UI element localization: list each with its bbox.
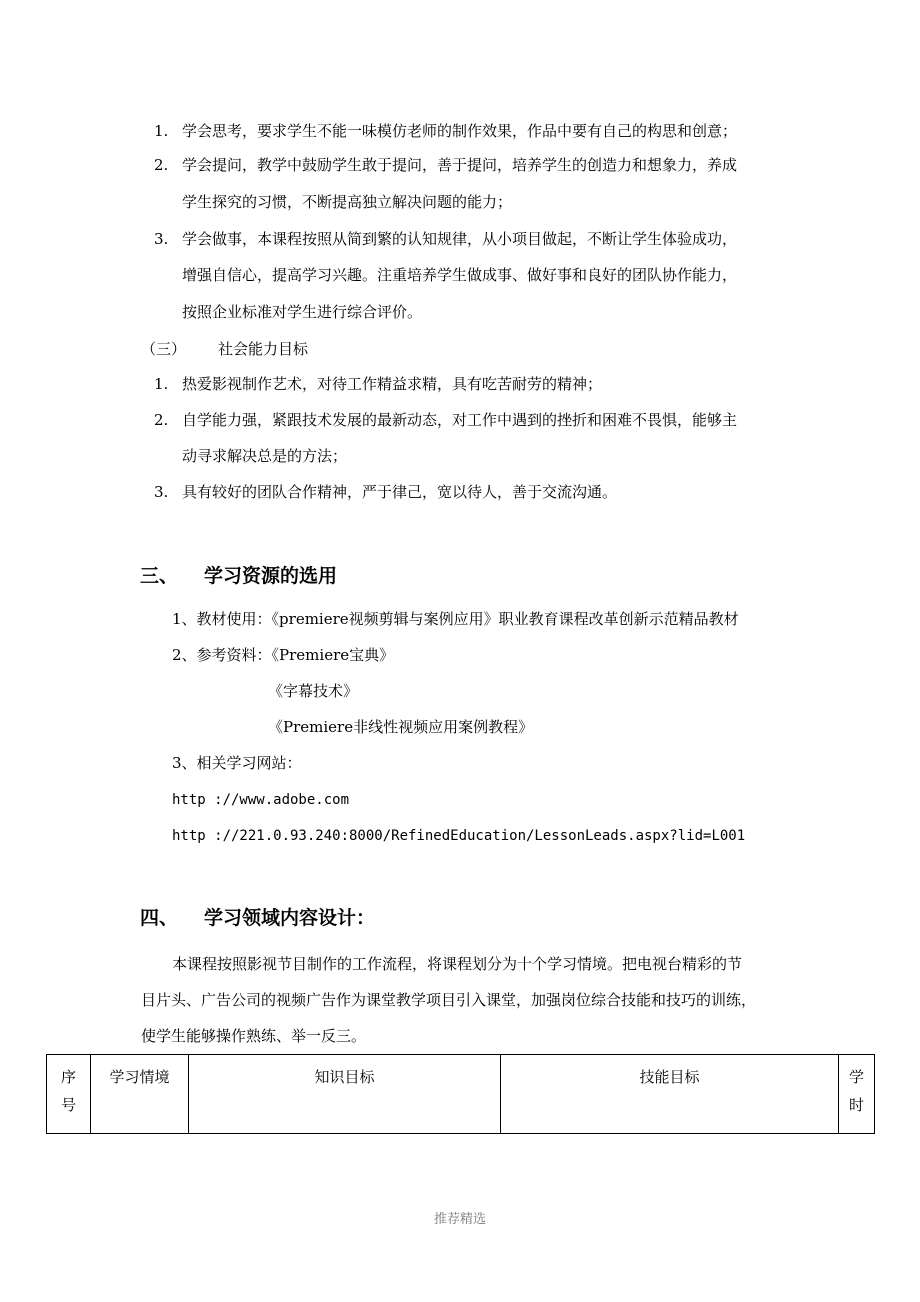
social-goals-title: 社会能力目标 xyxy=(218,340,309,358)
social-item-2-text-line1: 自学能力强，紧跟技术发展的最新动态，对工作中遇到的挫折和困难不畏惧，能够主 xyxy=(182,411,738,429)
social-item-3-num: 3. xyxy=(154,483,169,501)
section3-number: 三、 xyxy=(140,565,179,587)
social-item-2-text-line2: 动寻求解决总是的方法； xyxy=(182,447,348,465)
header-skill-goals: 技能目标 xyxy=(501,1055,839,1134)
skill-item-2-text-line2: 学生探究的习惯，不断提高独立解决问题的能力； xyxy=(182,193,513,211)
skill-item-2-text-line1: 学会提问，教学中鼓励学生敢于提问，善于提问，培养学生的创造力和想象力，养成 xyxy=(182,156,738,174)
social-goals-number: （三） xyxy=(141,340,187,358)
header-hours-line1: 学 xyxy=(848,1068,864,1086)
social-item-3-text: 具有较好的团队合作精神，严于律己，宽以待人，善于交流沟通。 xyxy=(182,483,618,501)
skill-item-2-num: 2. xyxy=(154,156,169,174)
skill-item-3-text-line1: 学会做事，本课程按照从简到繁的认知规律，从小项目做起，不断让学生体验成功， xyxy=(182,230,738,248)
header-seq xyxy=(47,1055,91,1134)
skill-item-1-num: 1. xyxy=(154,122,169,140)
social-item-1-num: 1. xyxy=(154,375,169,393)
social-item-1-text: 热爱影视制作艺术，对待工作精益求精，具有吃苦耐劳的精神； xyxy=(182,375,603,393)
header-hours-line2: 时 xyxy=(848,1096,864,1114)
reference-3: 《Premiere非线性视频应用案例教程》 xyxy=(268,718,534,736)
page-footer: 推荐精选 xyxy=(433,1212,486,1227)
textbook-line: 1、教材使用：《premiere视频剪辑与案例应用》职业教育课程改革创新示范精品教材 xyxy=(172,610,739,628)
section4-title: 学习领域内容设计： xyxy=(204,907,376,929)
reference-2: 《字幕技术》 xyxy=(268,682,359,700)
social-item-2-num: 2. xyxy=(154,411,169,429)
header-hours xyxy=(839,1055,875,1134)
section4-paragraph-line2: 目片头、广告公司的视频广告作为课堂教学项目引入课堂，加强岗位综合技能和技巧的训练， xyxy=(141,991,757,1009)
header-learning-context: 学习情境 xyxy=(91,1055,189,1134)
websites-label: 3、相关学习网站： xyxy=(172,754,302,772)
header-knowledge-goals: 知识目标 xyxy=(189,1055,501,1134)
section4-paragraph-line1: 本课程按照影视节目制作的工作流程，将课程划分为十个学习情境。把电视台精彩的节 xyxy=(172,955,743,973)
header-seq-line2: 号 xyxy=(60,1096,76,1114)
skill-item-3-text-line2: 增强自信心，提高学习兴趣。注重培养学生做成事、做好事和良好的团队协作能力， xyxy=(182,266,738,284)
section3-title: 学习资源的选用 xyxy=(204,565,338,587)
skill-item-3-text-line3: 按照企业标准对学生进行综合评价。 xyxy=(182,303,423,321)
skill-item-3-num: 3. xyxy=(154,230,169,248)
section4-paragraph-line3: 使学生能够操作熟练、举一反三。 xyxy=(141,1027,367,1045)
references-line: 2、参考资料：《Premiere宝典》 xyxy=(172,646,395,664)
learning-context-table xyxy=(46,1054,875,1134)
skill-item-1-text: 学会思考，要求学生不能一味模仿老师的制作效果，作品中要有自己的构思和创意； xyxy=(182,122,738,140)
header-seq-line1: 序 xyxy=(60,1068,76,1086)
table-header-row xyxy=(47,1055,875,1134)
website-link-adobe[interactable]: http ://www.adobe.com xyxy=(172,792,350,808)
section4-number: 四、 xyxy=(140,907,179,929)
website-link-lessonleads[interactable]: http ://221.0.93.240:8000/RefinedEducation/LessonLeads.aspx?lid=L001 xyxy=(172,828,746,844)
